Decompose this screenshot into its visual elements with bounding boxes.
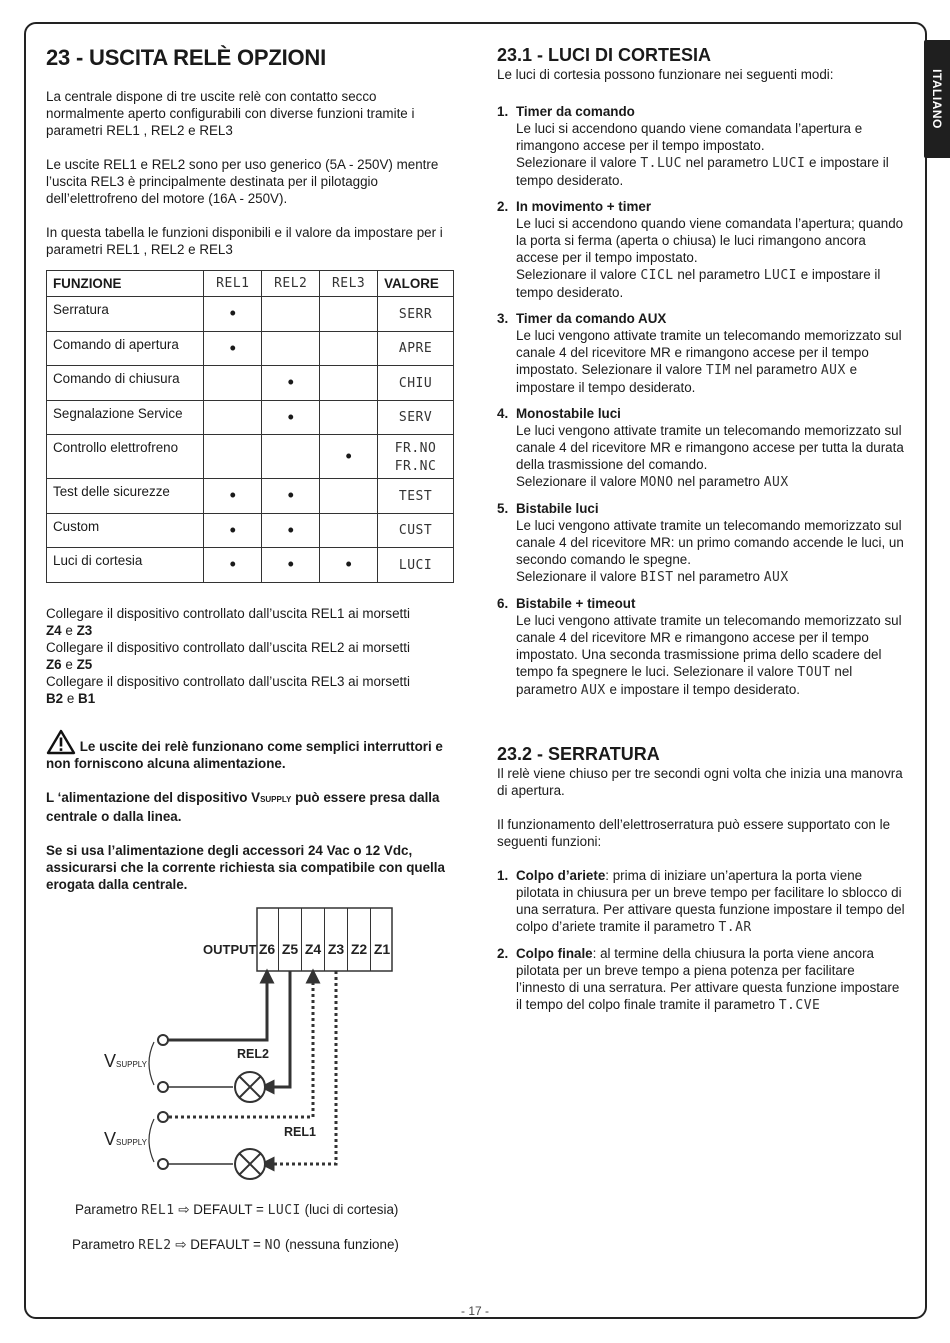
- list-item: 6. Bistabile + timeout Le luci vengono attivate tramite un telecomando memorizzato sul canale 4 del ricevitore MR e rimangono accese per il tempo impostato. Una seconda trasmissione prima dello scadere del tempo fa spegnere le luci. Selezionare il valore TOUT nel parametro AUX e impostare il tempo desiderato.: [497, 596, 902, 698]
- function-value: SERV: [378, 400, 454, 435]
- table-row: [47, 479, 454, 514]
- rel3-mark: [320, 297, 378, 332]
- list-item: 1. Timer da comando Le luci si accendono quando viene comandata l’apertura e rimangono accese per il tempo impostato. Selezionare il valore T.LUC nel parametro LUCI e impostare il tempo desiderato.: [497, 104, 889, 188]
- terminal-label: Z5: [281, 941, 299, 957]
- left-column: [46, 44, 454, 910]
- rel2-mark: [262, 435, 320, 479]
- vsupply-label-bottom: VSUPPLY: [104, 1129, 147, 1149]
- param-rel1-default: Parametro REL1 ⇨ DEFAULT = LUCI (luci di cortesia): [75, 1202, 399, 1218]
- function-value: CUST: [378, 513, 454, 548]
- header-valore: VALORE: [378, 271, 454, 297]
- rel3-mark: [320, 400, 378, 435]
- function-name: Luci di cortesia: [47, 548, 204, 583]
- rel1-mark: [204, 435, 262, 479]
- serratura-intro: Il relè viene chiuso per tre secondi ogni volta che inizia una manovra di apertura.: [497, 766, 903, 798]
- cortesia-intro: Le luci di cortesia possono funzionare nei seguenti modi:: [497, 67, 834, 82]
- function-value: LUCI: [378, 548, 454, 583]
- rel1-mark: •: [204, 479, 262, 514]
- table-row: [47, 297, 454, 332]
- warning-text-2: L ‘alimentazione del dispositivo VSUPPLY può essere presa dalla centrale o dalla linea.: [46, 789, 440, 824]
- warning-triangle-icon: [46, 729, 76, 755]
- table-row: [47, 366, 454, 401]
- rel2-wire-top: [163, 976, 267, 1040]
- list-item: 2. Colpo finale: al termine della chiusura la porta viene ancora pilotata per un breve tempo a piena potenza per facilitare l’innesto di una serratura. Per attivare questa funzione impostare il tempo del colpo finale tramite il parametro T.CVE: [497, 946, 900, 1013]
- rel1-mark: •: [204, 297, 262, 332]
- list-item: 5. Bistabile luci Le luci vengono attivate tramite un telecomando memorizzato sul canale 4 del ricevitore MR: un primo comando accende le luci, un secondo comando le spegne. Selezionare il valore BIST nel parametro AUX: [497, 501, 904, 585]
- list-item: 3. Timer da comando AUX Le luci vengono attivate tramite un telecomando memorizzato sul canale 4 del ricevitore MR e rimangono accese per il tempo impostato. Selezionare il valore TIM nel parametro AUX e impostare il tempo desiderato.: [497, 311, 902, 395]
- rel2-mark: [262, 297, 320, 332]
- terminal-label: Z3: [327, 941, 345, 957]
- function-value: SERR: [378, 297, 454, 332]
- serratura-functions-intro: Il funzionamento dell’elettroserratura può essere supportato con le seguenti funzioni:: [497, 817, 891, 849]
- connection-rel3: Collegare il dispositivo controllato dall’uscita REL3 ai morsetti B2 e B1: [46, 673, 410, 706]
- list-item: 1. Colpo d’ariete: prima di iniziare un’apertura la porta viene pilotata in chiusura per un breve tempo per facilitare lo sblocco di una serratura. Per attivare questa funzione impostare il tempo del colpo d’ariete tramite il parametro T.AR: [497, 868, 905, 935]
- function-name: Custom: [47, 513, 204, 548]
- output-label: OUTPUT: [203, 942, 257, 957]
- rel1-mark: [204, 366, 262, 401]
- function-value: APRE: [378, 331, 454, 366]
- arrow-right-icon: ⇨: [178, 1202, 190, 1217]
- function-table: [46, 270, 454, 583]
- rel2-mark: •: [262, 513, 320, 548]
- function-name: Comando di chiusura: [47, 366, 204, 401]
- function-value: FR.NO FR.NC: [378, 435, 454, 479]
- header-rel3: REL3: [320, 271, 378, 297]
- rel1-mark: •: [204, 548, 262, 583]
- warning-text-1: Le uscite dei relè funzionano come semplici interruttori e non forniscono alcuna alimentazione.: [46, 729, 454, 772]
- rel2-wire-bottom: [267, 971, 290, 1087]
- rel2-lamp-icon: [235, 1072, 265, 1102]
- header-funzione: FUNZIONE: [47, 271, 204, 297]
- language-tab: [924, 40, 950, 158]
- terminal-label: Z4: [304, 941, 322, 957]
- function-name: Segnalazione Service: [47, 400, 204, 435]
- function-value: CHIU: [378, 366, 454, 401]
- connection-rel1: Collegare il dispositivo controllato dall’uscita REL1 ai morsetti Z4 e Z3: [46, 605, 410, 638]
- rel1-lamp-icon: [235, 1149, 265, 1179]
- rel2-mark: •: [262, 479, 320, 514]
- vsupply-label-top: VSUPPLY: [104, 1051, 147, 1071]
- function-name: Test delle sicurezze: [47, 479, 204, 514]
- cortesia-modes-list: [497, 103, 907, 699]
- connection-notes: [46, 605, 454, 707]
- rel3-mark: •: [320, 548, 378, 583]
- table-header-row: [47, 271, 454, 297]
- arrow-right-icon: ⇨: [175, 1237, 187, 1252]
- param-rel2-default: Parametro REL2 ⇨ DEFAULT = NO (nessuna funzione): [72, 1237, 399, 1253]
- subsection-title-serratura: 23.2 - SERRATURA: [497, 744, 660, 764]
- warning-block: [46, 729, 454, 893]
- table-row: [47, 435, 454, 479]
- serratura-functions-list: [497, 867, 907, 1014]
- rel3-mark: •: [320, 435, 378, 479]
- rel2-label: REL2: [237, 1047, 269, 1061]
- wiring-diagram: [46, 900, 456, 1200]
- rel1-label: REL1: [284, 1125, 316, 1139]
- language-tab-label: ITALIANO: [930, 69, 944, 129]
- table-row: [47, 400, 454, 435]
- terminal-label: Z1: [373, 941, 391, 957]
- function-name: Serratura: [47, 297, 204, 332]
- rel1-mark: [204, 400, 262, 435]
- header-rel1: REL1: [204, 271, 262, 297]
- rel3-mark: [320, 366, 378, 401]
- right-column: [497, 44, 907, 1023]
- table-intro-paragraph: In questa tabella le funzioni disponibili e il valore da impostare per i parametri REL1 , REL2 e REL3: [46, 225, 443, 257]
- table-row: [47, 513, 454, 548]
- rel1-mark: •: [204, 513, 262, 548]
- intro-paragraph: La centrale dispone di tre uscite relè con contatto secco normalmente aperto configurabili con diverse funzioni tramite i parametri REL1 , REL2 e REL3: [46, 89, 415, 138]
- list-item: 4. Monostabile luci Le luci vengono attivate tramite un telecomando memorizzato sul canale 4 del ricevitore MR e rimangono accese per tutta la durata della trasmissione del comando. Selezionare il valore MONO nel parametro AUX: [497, 406, 904, 490]
- rel3-mark: [320, 479, 378, 514]
- connection-rel2: Collegare il dispositivo controllato dall’uscita REL2 ai morsetti Z6 e Z5: [46, 639, 410, 672]
- ratings-paragraph: Le uscite REL1 e REL2 sono per uso generico (5A - 250V) mentre l’uscita REL3 è principalmente destinata per il pilotaggio dell’elettrofreno del motore (16A - 250V).: [46, 157, 439, 206]
- rel1-mark: •: [204, 331, 262, 366]
- function-name: Comando di apertura: [47, 331, 204, 366]
- list-item: 2. In movimento + timer Le luci si accendono quando viene comandata l’apertura; quando la porta si ferma (aperta o chiusa) le luci rimangono ancora accese per il tempo impostato. Selezionare il valore CICL nel parametro LUCI e impostare il tempo desiderato.: [497, 199, 904, 300]
- rel2-mark: [262, 331, 320, 366]
- function-name: Controllo elettrofreno: [47, 435, 204, 479]
- section-title: 23 - USCITA RELÈ OPZIONI: [46, 45, 327, 70]
- rel2-mark: •: [262, 548, 320, 583]
- terminal-label: Z6: [258, 941, 276, 957]
- table-row: [47, 548, 454, 583]
- rel3-mark: [320, 331, 378, 366]
- rel2-mark: •: [262, 366, 320, 401]
- subsection-title-cortesia: 23.1 - LUCI DI CORTESIA: [497, 45, 712, 65]
- header-rel2: REL2: [262, 271, 320, 297]
- table-row: [47, 331, 454, 366]
- function-value: TEST: [378, 479, 454, 514]
- warning-text-3: Se si usa l’alimentazione degli accessori 24 Vac o 12 Vdc, assicurarsi che la corrente richiesta sia compatibile con quella erogata dalla centrale.: [46, 842, 445, 892]
- rel3-mark: [320, 513, 378, 548]
- page-number: - 17 -: [460, 1304, 489, 1318]
- terminal-label: Z2: [350, 941, 368, 957]
- rel2-mark: •: [262, 400, 320, 435]
